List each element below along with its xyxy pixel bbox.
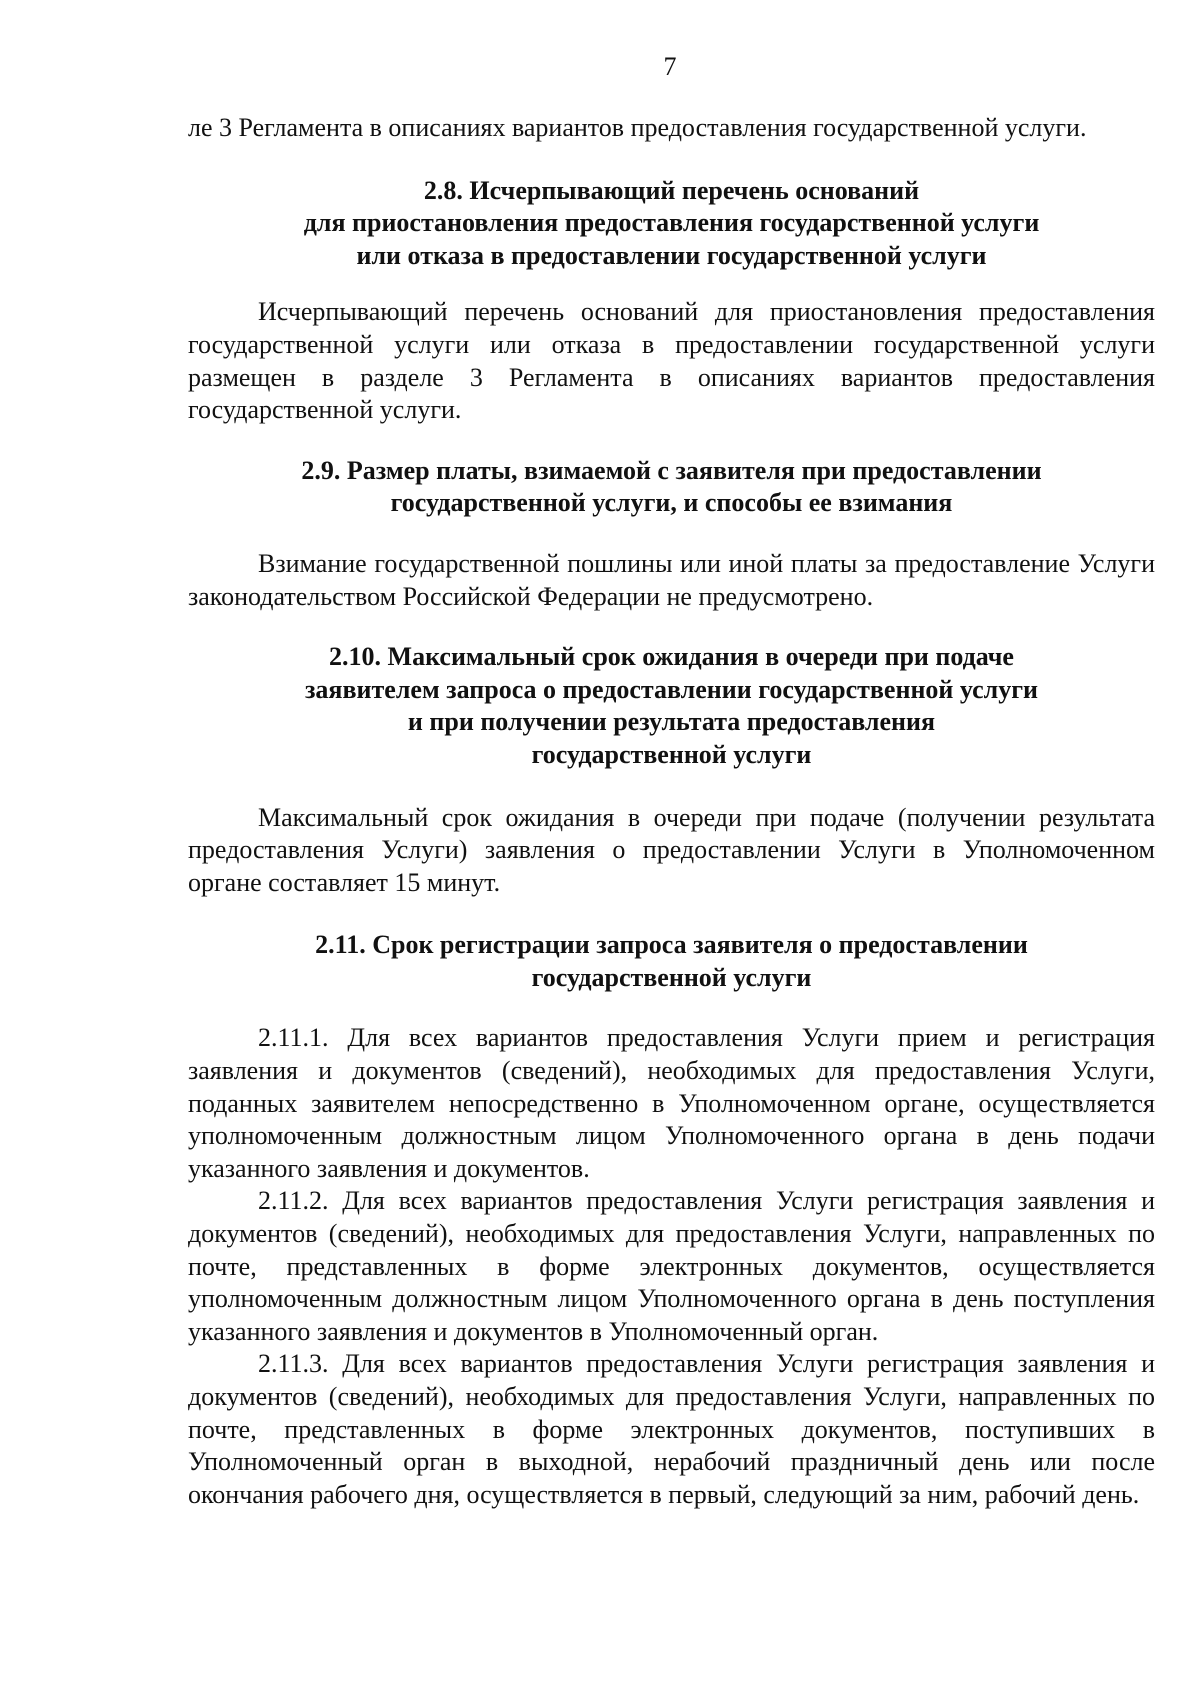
section-2-10-paragraph: Максимальный срок ожидания в очереди при подаче (получении результата предоставления Услуги) заявления о предоставлении Услуги в Уполномоченном органе составляет 15 минут. [188,802,1155,897]
intro-continuation-line: ле 3 Регламента в описаниях вариантов предоставления государственной услуги. [188,113,1087,142]
section-2-11-2-paragraph: 2.11.2. Для всех вариантов предоставления Услуги регистрация заявления и документов (сведений), необходимых для предоставления Услуги, направленных по почте, представленных в форме электронных документов, осуществляется уполномоченным должностным лицом Уполномоченного органа в день поступления указанного заявления и документов в Уполномоченный орган. [188,1186,1155,1346]
heading-line: заявителем запроса о предоставлении государственной услуги [304,674,1039,704]
heading-line: 2.9. Размер платы, взимаемой с заявителя при предоставлении [301,455,1042,485]
section-2-11-heading [188,929,1155,994]
section-2-8-paragraph: Исчерпывающий перечень оснований для приостановления предоставления государственной услуги или отказа в предоставлении государственной услуги размещен в разделе 3 Регламента в описаниях вариантов предоставления государственной услуги. [188,297,1155,425]
heading-line: для приостановления предоставления государственной услуги [303,208,1040,238]
section-2-8-heading [188,175,1155,273]
heading-line: или отказа в предоставлении государственной услуги [356,240,987,270]
section-2-9-paragraph: Взимание государственной пошлины или иной платы за предоставление Услуги законодательством Российской Федерации не предусмотрено. [188,548,1155,611]
heading-line: 2.8. Исчерпывающий перечень оснований [423,175,920,205]
heading-line: 2.11. Срок регистрации запроса заявителя о предоставлении [315,930,1028,960]
heading-line: и при получении результата предоставления [407,707,936,737]
section-2-11-3-paragraph: 2.11.3. Для всех вариантов предоставления Услуги регистрация заявления и документов (сведений), необходимых для предоставления Услуги, направленных по почте, представленных в форме электронных документов, поступивших в Уполномоченный орган в выходной, нерабочий праздничный день или после окончания рабочего дня, осуществляется в первый, следующий за ним, рабочий день. [188,1349,1155,1509]
page-number: 7 [663,52,677,81]
section-2-9-heading [188,455,1155,520]
section-2-10-heading [188,641,1155,771]
heading-line: государственной услуги [531,739,812,769]
heading-line: государственной услуги, и способы ее взимания [390,488,953,518]
document-body [188,112,1155,1511]
heading-line: государственной услуги [531,962,812,992]
heading-line: 2.10. Максимальный срок ожидания в очереди при подаче [329,642,1014,672]
section-2-11-1-paragraph: 2.11.1. Для всех вариантов предоставления Услуги прием и регистрация заявления и документов (сведений), необходимых для предоставления Услуги, поданных заявителем непосредственно в Уполномоченном органе, осуществляется уполномоченным должностным лицом Уполномоченного органа в день подачи указанного заявления и документов. [188,1023,1155,1183]
